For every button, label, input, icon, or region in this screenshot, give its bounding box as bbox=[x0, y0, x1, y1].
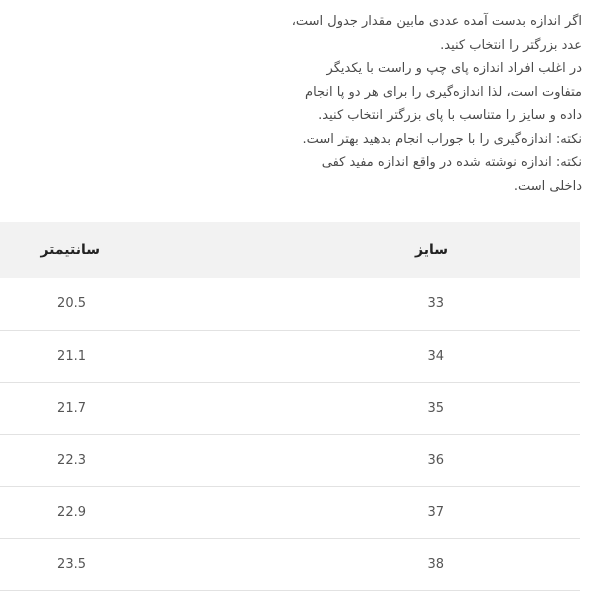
table-row bbox=[0, 382, 580, 434]
cell-centimeter: 20.5 bbox=[0, 278, 290, 330]
cell-centimeter: 21.7 bbox=[0, 382, 290, 434]
cell-centimeter: 22.9 bbox=[0, 486, 290, 538]
cell-size: 35 bbox=[290, 382, 580, 434]
cell-size: 36 bbox=[290, 434, 580, 486]
note-line: متفاوت است، لذا اندازه‌گیری را برای هر دو پا انجام bbox=[305, 84, 582, 100]
cell-centimeter: 22.3 bbox=[0, 434, 290, 486]
header-centimeter: سانتیمتر bbox=[40, 242, 100, 258]
cell-size: 38 bbox=[290, 538, 580, 590]
cell-size: 37 bbox=[290, 486, 580, 538]
header-size: سایز bbox=[415, 242, 448, 258]
table-row bbox=[0, 330, 580, 382]
note-line: نکته: اندازه‌گیری را با جوراب انجام بدهید بهتر است. bbox=[302, 131, 582, 147]
table-row bbox=[0, 278, 580, 330]
table-row bbox=[0, 434, 580, 486]
table-row bbox=[0, 538, 580, 590]
size-guide-notes bbox=[242, 10, 582, 198]
cell-centimeter: 23.5 bbox=[0, 538, 290, 590]
note-line: در اغلب افراد اندازه پای چپ و راست با یکدیگر bbox=[326, 61, 582, 76]
table-row bbox=[0, 486, 580, 538]
note-line: داده و سایز را متناسب با پای بزرگتر انتخاب کنید. bbox=[318, 108, 582, 123]
note-line: نکته: اندازه نوشته شده در واقع اندازه مفید کفی bbox=[321, 155, 582, 170]
cell-centimeter: 21.1 bbox=[0, 330, 290, 382]
note-line: داخلی است. bbox=[513, 178, 582, 194]
note-line: عدد بزرگتر را انتخاب کنید. bbox=[440, 37, 582, 53]
cell-size: 34 bbox=[290, 330, 580, 382]
cell-size: 33 bbox=[290, 278, 580, 330]
note-line: اگر اندازه بدست آمده عددی مابین مقدار جدول است، bbox=[291, 14, 582, 29]
table-header-row bbox=[0, 222, 580, 278]
size-chart-table bbox=[0, 222, 580, 591]
